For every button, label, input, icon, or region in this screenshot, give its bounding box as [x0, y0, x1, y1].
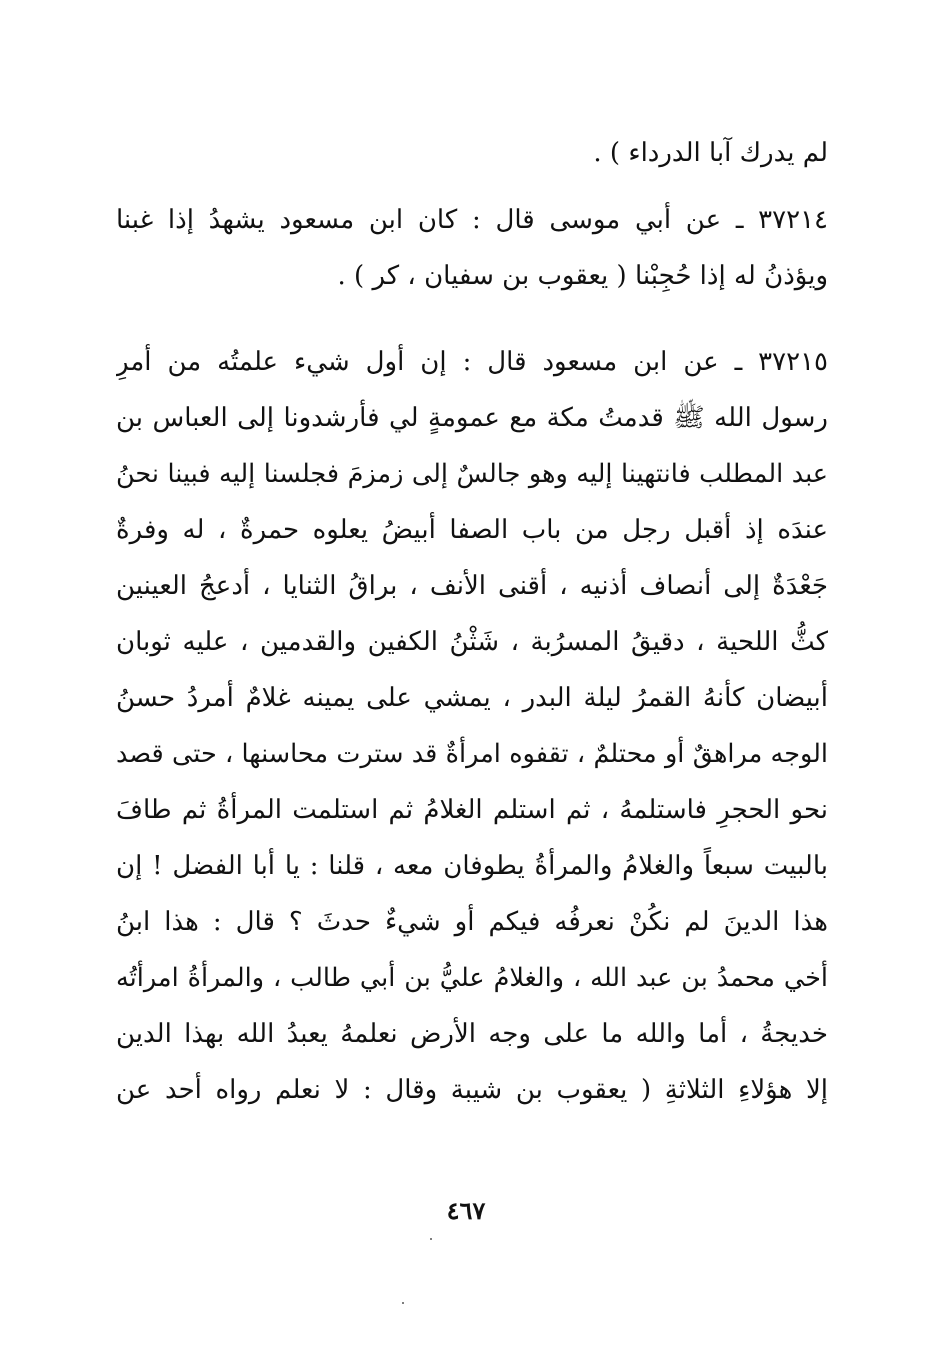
text-line: خديجةُ ، أما والله ما على وجه الأرض نعلمهُ يعبدُ الله بهذا الدين	[116, 1019, 828, 1049]
text-line: إلا هؤلاءِ الثلاثةِ ( يعقوب بن شيبة وقال : لا نعلم رواه أحد عن	[116, 1075, 828, 1105]
continuation-line: لم يدرك آبا الدرداء ) .	[593, 138, 828, 168]
hadith-37215	[116, 334, 828, 1118]
scan-speck	[402, 1302, 404, 1304]
text-line: أخي محمدُ بن عبد الله ، والغلامُ عليُّ بن أبي طالب ، والمرأةُ امرأتُه	[116, 963, 828, 993]
text-line: بالبيت سبعاً والغلامُ والمرأةُ يطوفان معه ، قلنا : يا أبا الفضل ! إن	[116, 851, 828, 881]
hadith-37214	[116, 192, 828, 304]
text-line: جَعْدَةٌ إلى أنصاف أذنيه ، أقنى الأنف ، براقُ الثنايا ، أدعجُ العينين	[116, 571, 828, 601]
text-line: ٣٧٢١٥ ـ عن ابن مسعود قال : إن أول شيء علمتُه من أمرِ	[116, 347, 828, 377]
scan-speck	[430, 1238, 432, 1240]
text-line: ويؤذنُ له إذا حُجِبْنا ( يعقوب بن سفيان ، كر ) .	[337, 261, 828, 291]
text-line: نحو الحجرِ فاستلمهُ ، ثم استلم الغلامُ ثم استلمت المرأةُ ثم طافَ	[116, 795, 828, 825]
text-line: ٣٧٢١٤ ـ عن أبي موسى قال : كان ابن مسعود يشهدُ إذا غبنا	[116, 205, 828, 235]
text-line: رسول الله ﷺ قدمتُ مكة مع عمومةٍ لي فأرشدونا إلى العباس بن	[116, 403, 828, 433]
text-line: عندَه إذ أقبل رجل من باب الصفا أبيضُ يعلوه حمرةٌ ، له وفرةٌ	[116, 515, 828, 545]
text-line: أبيضان كأنهُ القمرُ ليلة البدر ، يمشي على يمينه غلامٌ أمردُ حسنُ	[116, 683, 828, 713]
text-line: كثُّ اللحية ، دقيقُ المسرُبة ، شَثْنُ الكفين والقدمين ، عليه ثوبان	[116, 627, 828, 657]
text-line: عبد المطلب فانتهينا إليه وهو جالسٌ إلى زمزمَ فجلسنا إليه فبينا نحنُ	[116, 459, 828, 489]
page-number: ٤٦٧	[446, 1196, 486, 1225]
text-line: الوجه مراهقٌ أو محتلمٌ ، تقفوه امرأةٌ قد سترت محاسنها ، حتى قصد	[116, 739, 828, 769]
text-line: هذا الدينَ لم نكُنْ نعرفُه فيكم أو شيءٌ حدثَ ؟ قال : هذا ابنُ	[116, 907, 828, 937]
